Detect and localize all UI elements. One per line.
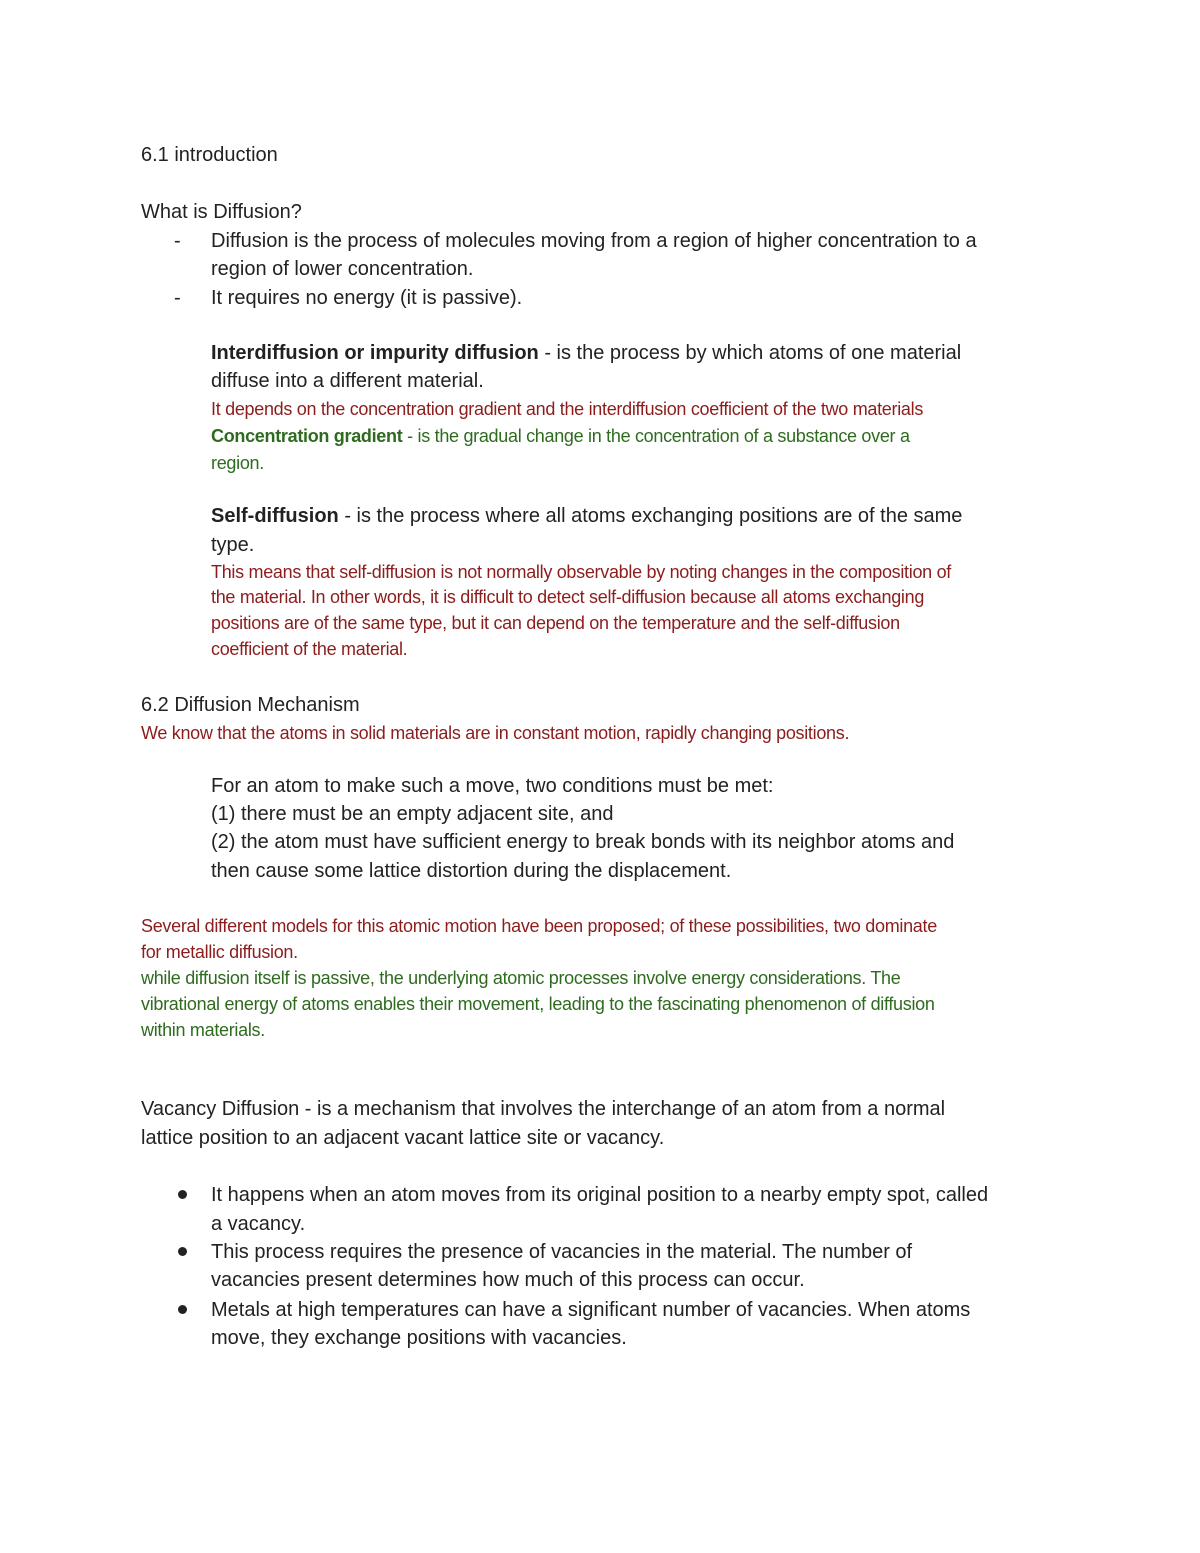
concentration-gradient-definition [211,424,910,448]
bullet-3-line1: Metals at high temperatures can have a significant number of vacancies. When atoms [211,1299,971,1321]
bullet-dot-icon [178,1247,187,1256]
interdiffusion-def-line1: - is the process by which atoms of one material [538,342,962,364]
models-note-line1: Several different models for this atomic motion have been proposed; of these possibilities, two dominate [141,916,937,936]
bullet-dot-icon [178,1190,187,1199]
bullet-dot-icon [178,1305,187,1314]
question-heading: What is Diffusion? [141,201,302,223]
conditions-line4: then cause some lattice distortion during the displacement. [211,860,732,882]
self-diffusion-term: Self-diffusion [211,505,339,527]
energy-note-line2: vibrational energy of atoms enables their movement, leading to the fascinating phenomenon of diffusion [141,994,935,1014]
bullet-2-line2: vacancies present determines how much of this process can occur. [211,1269,805,1291]
concentration-gradient-term: Concentration gradient [211,426,403,446]
interdiffusion-note: It depends on the concentration gradient and the interdiffusion coefficient of the two materials [211,399,924,419]
self-diffusion-note-line1: This means that self-diffusion is not normally observable by noting changes in the composition of [211,562,951,582]
self-diffusion-note-line4: coefficient of the material. [211,639,408,659]
dash-item-1-line1: Diffusion is the process of molecules moving from a region of higher concentration to a [211,230,977,252]
models-note-line2: for metallic diffusion. [141,942,298,962]
self-diffusion-def-line1: - is the process where all atoms exchanging positions are of the same [338,505,963,527]
vacancy-diffusion-line1: Vacancy Diffusion - is a mechanism that involves the interchange of an atom from a normal [141,1098,946,1120]
conditions-line1: For an atom to make such a move, two conditions must be met: [211,775,774,797]
conditions-line3: (2) the atom must have sufficient energy to break bonds with its neighbor atoms and [211,831,955,853]
dash-item-2-line1: It requires no energy (it is passive). [211,287,523,309]
atoms-motion-note: We know that the atoms in solid materials are in constant motion, rapidly changing positions. [141,723,850,743]
bullet-2-line1: This process requires the presence of vacancies in the material. The number of [211,1241,913,1263]
self-diffusion-def-line2: type. [211,534,255,556]
bullet-1-line2: a vacancy. [211,1213,306,1235]
self-diffusion-definition [211,504,962,528]
dash-marker: - [174,230,181,252]
concentration-gradient-def-line1: - is the gradual change in the concentration of a substance over a [402,426,910,446]
energy-note-line3: within materials. [141,1020,265,1040]
vacancy-diffusion-line2: lattice position to an adjacent vacant lattice site or vacancy. [141,1127,665,1149]
self-diffusion-note-line2: the material. In other words, it is difficult to detect self-diffusion because all atoms exchanging [211,587,925,607]
interdiffusion-term: Interdiffusion or impurity diffusion [211,342,539,364]
self-diffusion-note-line3: positions are of the same type, but it can depend on the temperature and the self-diffusion [211,613,900,633]
dash-marker: - [174,287,181,309]
bullet-1-line1: It happens when an atom moves from its original position to a nearby empty spot, called [211,1184,989,1206]
concentration-gradient-def-line2: region. [211,453,264,473]
section-heading-diffusion-mechanism: 6.2 Diffusion Mechanism [141,694,360,716]
energy-note-line1: while diffusion itself is passive, the underlying atomic processes involve energy considerations. The [141,968,901,988]
dash-item-1-line2: region of lower concentration. [211,258,474,280]
section-heading-introduction: 6.1 introduction [141,144,278,166]
interdiffusion-definition [211,341,961,365]
bullet-3-line2: move, they exchange positions with vacancies. [211,1327,627,1349]
interdiffusion-def-line2: diffuse into a different material. [211,370,484,392]
conditions-line2: (1) there must be an empty adjacent site, and [211,803,614,825]
